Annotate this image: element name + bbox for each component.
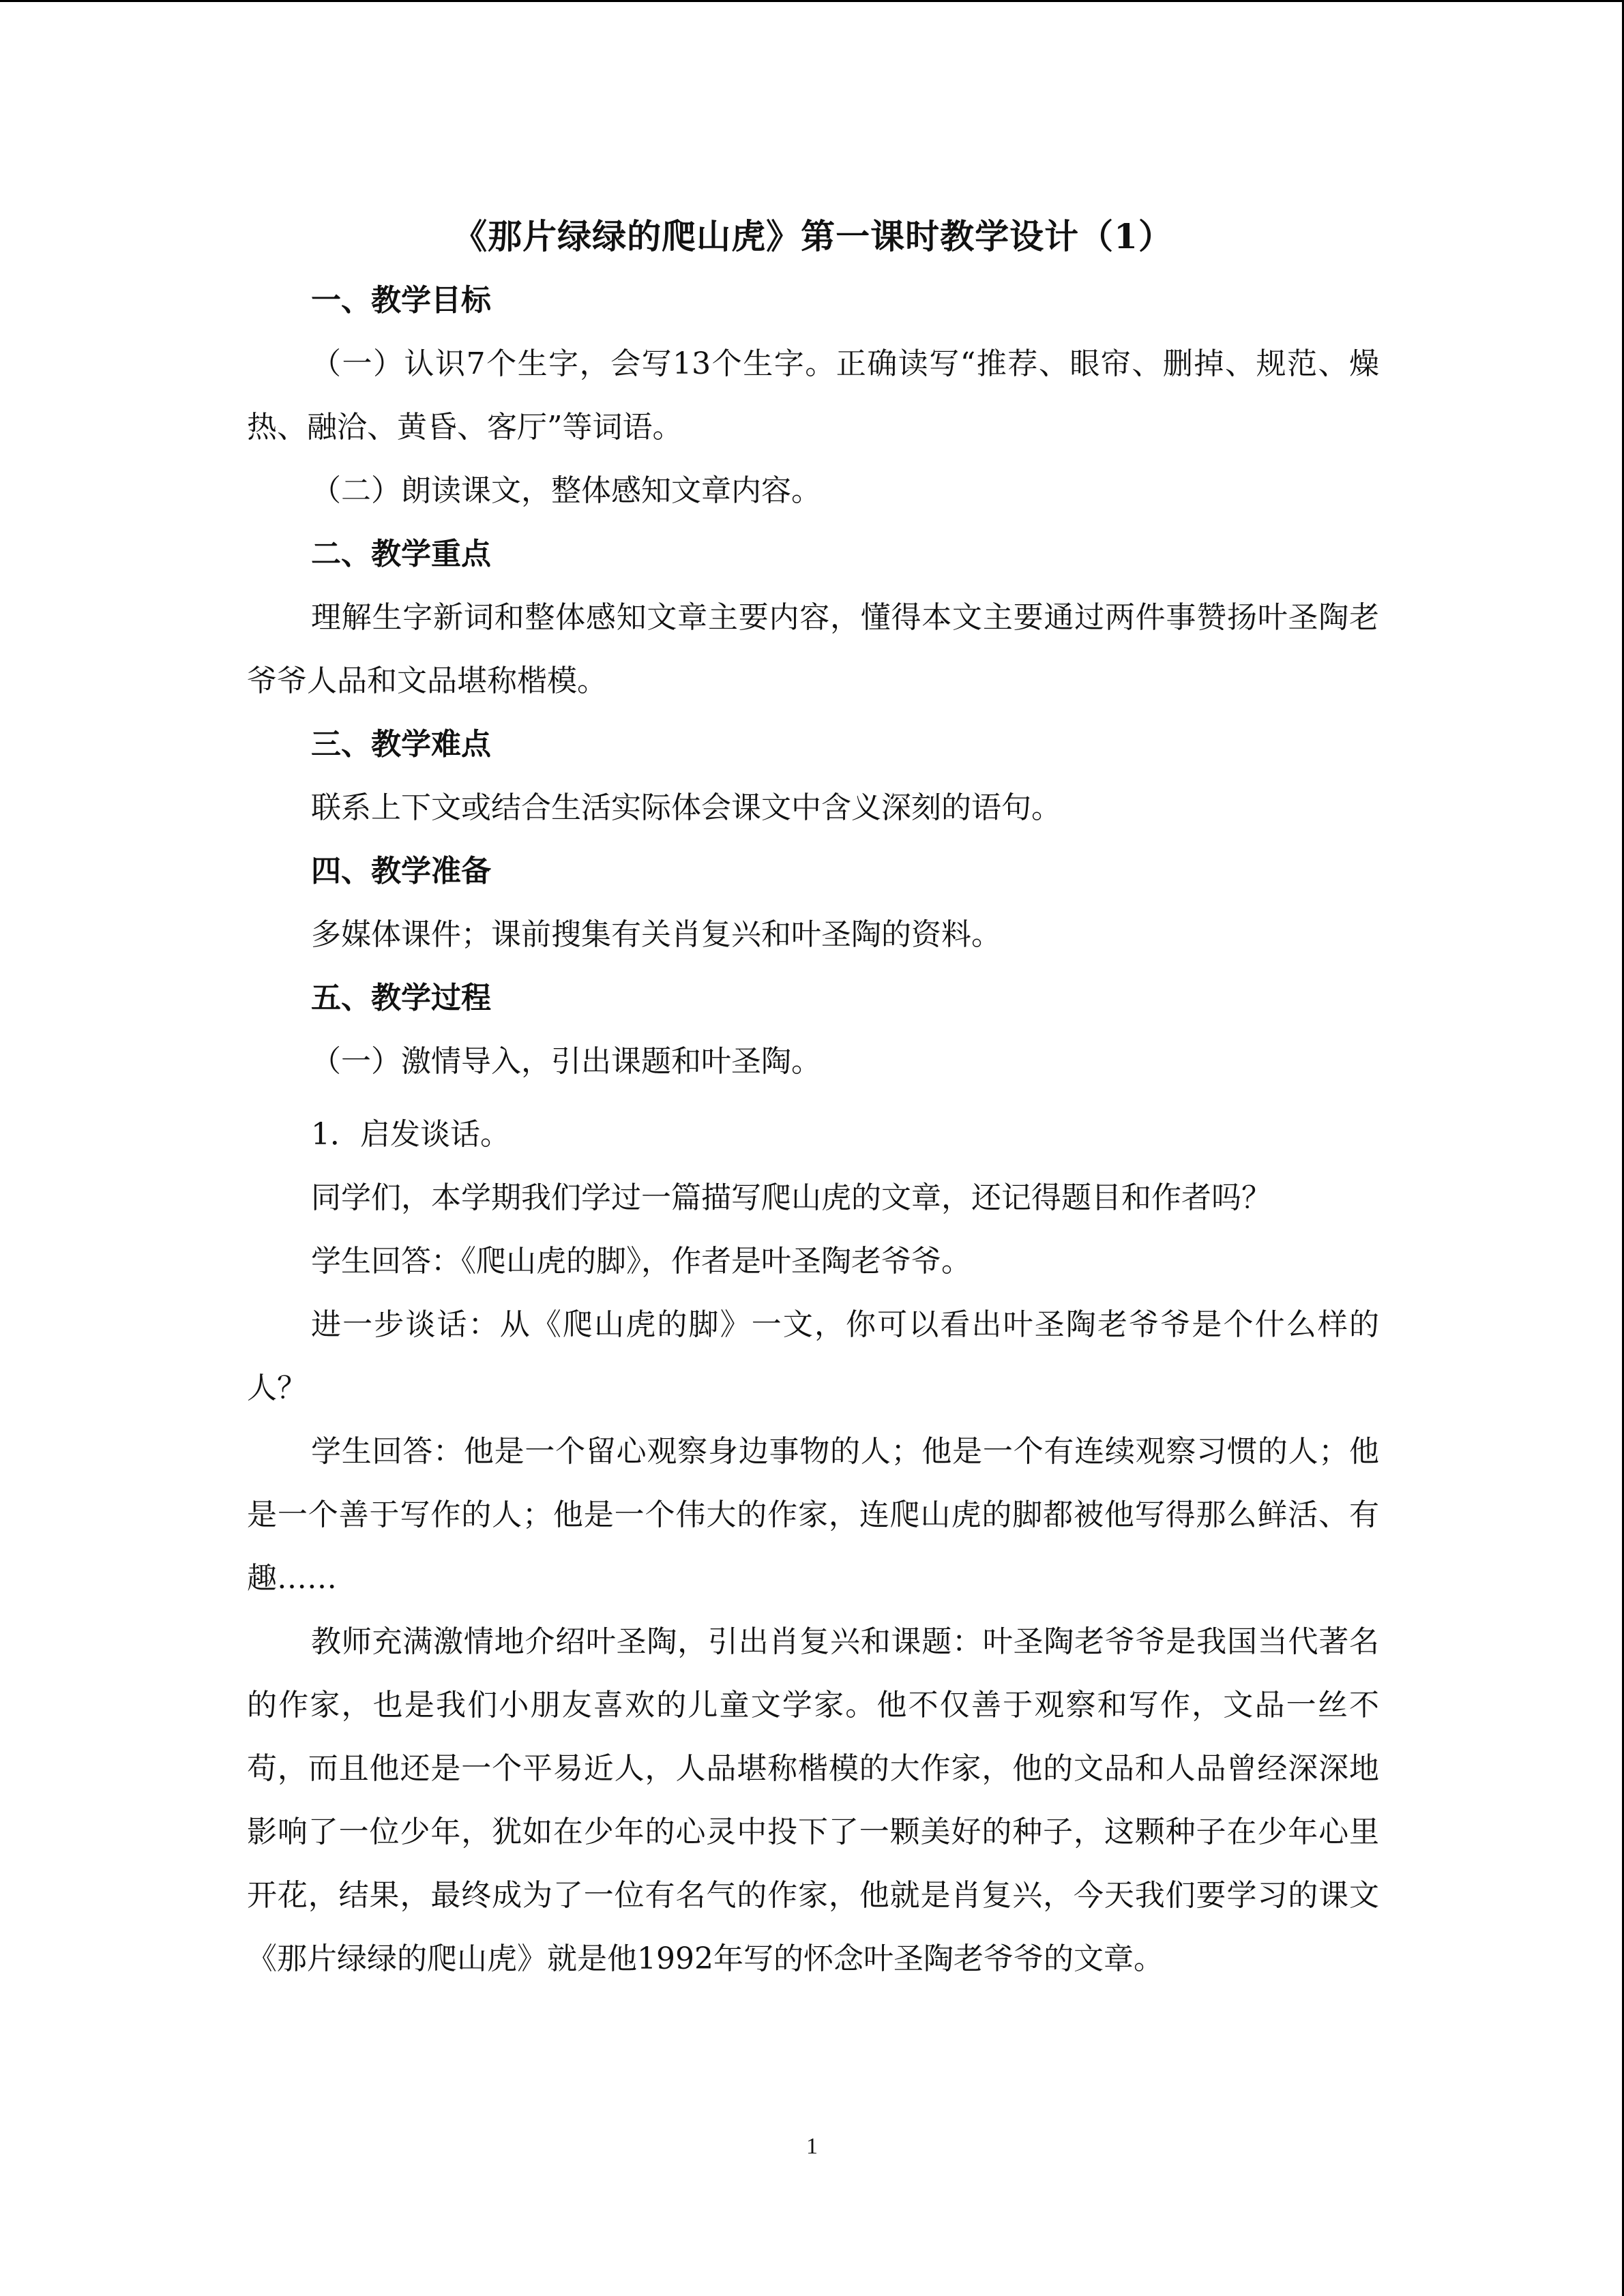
paragraph-further-talk: 进一步谈话：从《爬山虎的脚》一文，你可以看出叶圣陶老爷爷是个什么样的人？ bbox=[247, 1307, 1379, 1405]
paragraph-preparation: 多媒体课件；课前搜集有关肖复兴和叶圣陶的资料。 bbox=[311, 917, 1001, 952]
section-heading-preparation: 四、教学准备 bbox=[311, 854, 491, 889]
section-heading-key-points: 二、教学重点 bbox=[311, 537, 491, 571]
page-number: 1 bbox=[806, 2134, 818, 2159]
section-heading-difficulties: 三、教学难点 bbox=[311, 727, 491, 762]
section-heading-objectives: 一、教学目标 bbox=[311, 283, 491, 318]
paragraph-difficulties: 联系上下文或结合生活实际体会课文中含义深刻的语句。 bbox=[311, 790, 1061, 825]
spacer bbox=[247, 1093, 1379, 1103]
paragraph-key-points: 理解生字新词和整体感知文章主要内容，懂得本文主要通过两件事赞扬叶圣陶老爷爷人品和文品堪称楷模。 bbox=[247, 600, 1379, 698]
paragraph-prompt-talk: 1．启发谈话。 bbox=[311, 1117, 510, 1152]
document-body bbox=[247, 205, 1379, 1991]
paragraph-student-answer-1: 学生回答：《爬山虎的脚》，作者是叶圣陶老爷爷。 bbox=[311, 1244, 971, 1279]
paragraph-objective-1: （一）认识7个生字，会写13个生字。正确读写“推荐、眼帘、删掉、规范、燥热、融洽、黄昏、客厅”等词语。 bbox=[247, 346, 1379, 445]
page-top-border bbox=[0, 0, 1624, 2]
paragraph-teacher-question: 同学们，本学期我们学过一篇描写爬山虎的文章，还记得题目和作者吗？ bbox=[311, 1180, 1271, 1215]
paragraph-process-step-1: （一）激情导入，引出课题和叶圣陶。 bbox=[311, 1044, 821, 1079]
paragraph-student-answer-2: 学生回答：他是一个留心观察身边事物的人；他是一个有连续观察习惯的人；他是一个善于写作的人；他是一个伟大的作家，连爬山虎的脚都被他写得那么鲜活、有趣…… bbox=[247, 1434, 1379, 1596]
paragraph-objective-2: （二）朗读课文，整体感知文章内容。 bbox=[311, 473, 821, 508]
document-title: 《那片绿绿的爬山虎》第一课时教学设计（1） bbox=[453, 216, 1173, 256]
section-heading-process: 五、教学过程 bbox=[311, 981, 491, 1015]
paragraph-teacher-intro: 教师充满激情地介绍叶圣陶，引出肖复兴和课题：叶圣陶老爷爷是我国当代著名的作家，也是我们小朋友喜欢的儿童文学家。他不仅善于观察和写作，文品一丝不苟，而且他还是一个平易近人，人品堪称楷模的大作家，他的文品和人品曾经深深地影响了一位少年，犹如在少年的心灵中投下了一颗美好的种子，这颗种子在少年心里开花，结果，最终成为了一位有名气的作家，他就是肖复兴，今天我们要学习的课文《那片绿绿的爬山虎》就是他1992年写的怀念叶圣陶老爷爷的文章。 bbox=[247, 1624, 1379, 1976]
